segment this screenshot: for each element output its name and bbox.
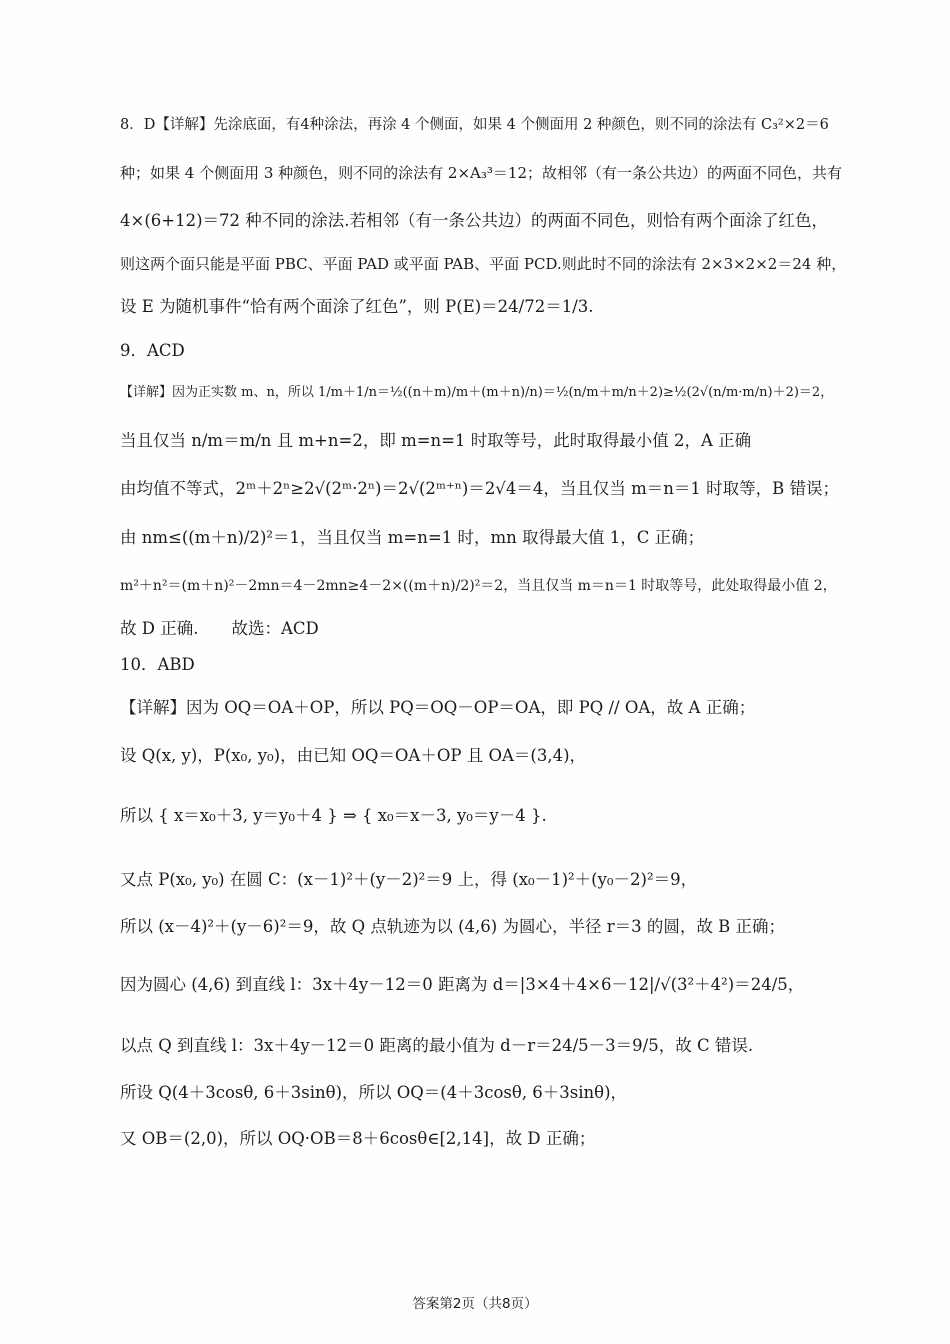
q10-line-1: 【详解】因为 OQ＝OA＋OP，所以 PQ＝OQ－OP＝OA，即 PQ // OA，故 A 正确； <box>120 698 756 717</box>
q10-line-9: 又 OB＝(2,0)，所以 OQ·OB＝8＋6cosθ∈[2,14]，故 D 正确； <box>120 1129 596 1148</box>
q9-line-1: 【详解】因为正实数 m、n，所以 1/m＋1/n＝½((n＋m)/m＋(m＋n)/n)＝½(n/m＋m/n＋2)≥½(2√(n/m·m/n)＋2)＝2， <box>120 385 834 400</box>
q9-line-3: 由均值不等式，2ᵐ＋2ⁿ≥2√(2ᵐ·2ⁿ)＝2√(2ᵐ⁺ⁿ)＝2√4＝4，当且仅当 m＝n＝1 时取等，B 错误； <box>120 479 839 498</box>
q8-line-1: 8．D【详解】先涂底面，有4种涂法，再涂 4 个侧面，如果 4 个侧面用 2 种颜色，则不同的涂法有 C₃²×2＝6 <box>120 117 829 133</box>
q9-line-6: 故 D 正确. 故选：ACD <box>120 619 319 638</box>
q10-line-2: 设 Q(x, y)，P(x₀, y₀)，由已知 OQ＝OA＋OP 且 OA＝(3,4)， <box>120 746 587 765</box>
q10-answer: 10．ABD <box>120 655 195 674</box>
q9-line-4: 由 nm≤((m＋n)/2)²＝1，当且仅当 m=n=1 时，mn 取得最大值 1，C 正确； <box>120 528 705 547</box>
q9-line-2: 当且仅当 n/m＝m/n 且 m+n=2，即 m=n=1 时取等号，此时取得最小值 2，A 正确 <box>120 431 752 450</box>
q10-line-6: 因为圆心 (4,6) 到直线 l：3x＋4y－12＝0 距离为 d＝|3×4＋4×6－12|/√(3²＋4²)＝24/5， <box>120 975 805 994</box>
q8-line-2: 种；如果 4 个侧面用 3 种颜色，则不同的涂法有 2×A₃³＝12；故相邻（有一条公共边）的两面不同色，共有 <box>120 164 842 182</box>
page-footer: 答案第2页（共8页） <box>412 1296 538 1312</box>
q10-line-3: 所以 { x＝x₀＋3, y＝y₀＋4 } ⇒ { x₀＝x－3, y₀＝y－4 }. <box>120 806 547 825</box>
q8-line-5: 设 E 为随机事件“恰有两个面涂了红色”，则 P(E)＝24/72＝1/3. <box>120 297 594 316</box>
q10-line-5: 所以 (x－4)²＋(y－6)²＝9，故 Q 点轨迹为以 (4,6) 为圆心，半径 r＝3 的圆，故 B 正确； <box>120 917 785 936</box>
q9-line-5: m²＋n²＝(m＋n)²－2mn＝4－2mn≥4－2×((m＋n)/2)²＝2，当且仅当 m＝n＝1 时取等号，此处取得最小值 2， <box>120 578 837 594</box>
q10-line-8: 所设 Q(4＋3cosθ, 6＋3sinθ)，所以 OQ＝(4＋3cosθ, 6＋3sinθ)， <box>120 1083 628 1102</box>
q10-line-4: 又点 P(x₀, y₀) 在圆 C：(x－1)²＋(y－2)²＝9 上，得 (x₀－1)²＋(y₀－2)²＝9， <box>120 870 698 889</box>
q8-line-4: 则这两个面只能是平面 PBC、平面 PAD 或平面 PAB、平面 PCD.则此时不同的涂法有 2×3×2×2＝24 种， <box>120 255 847 273</box>
q10-line-7: 以点 Q 到直线 l：3x＋4y－12＝0 距离的最小值为 d－r＝24/5－3＝9/5，故 C 错误. <box>120 1036 754 1055</box>
q9-answer: 9．ACD <box>120 341 185 360</box>
q8-line-3: 4×(6+12)＝72 种不同的涂法.若相邻（有一条公共边）的两面不同色，则恰有两个面涂了红色， <box>120 211 829 230</box>
